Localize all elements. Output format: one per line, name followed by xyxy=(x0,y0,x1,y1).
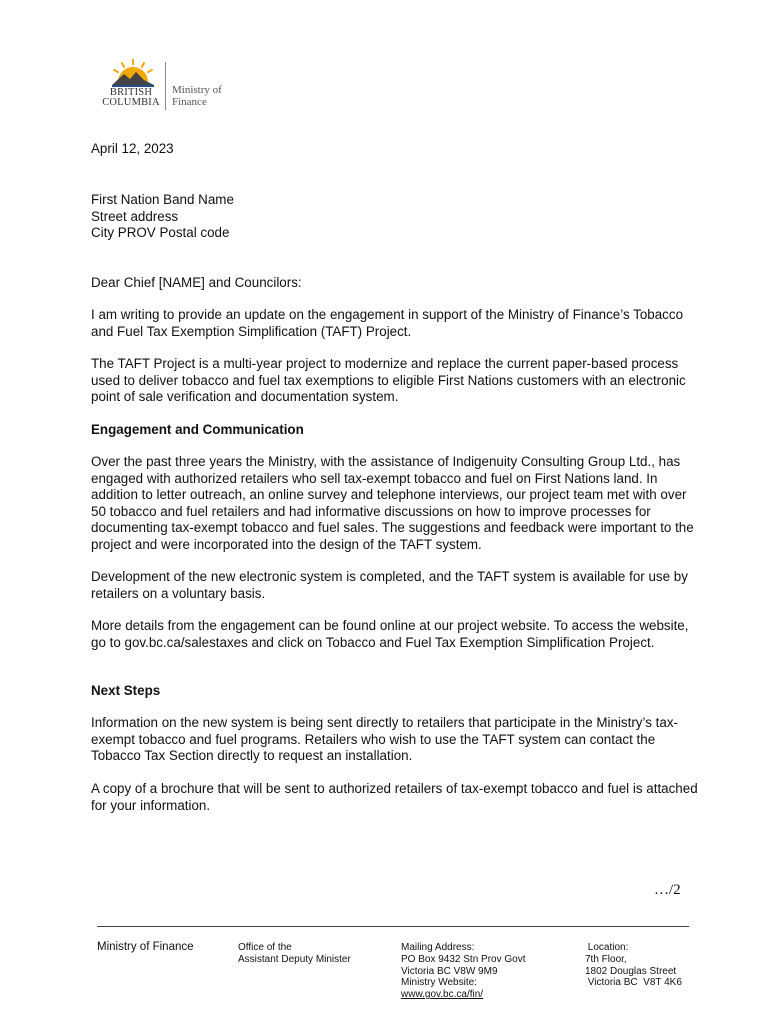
address-line3: City PROV Postal code xyxy=(91,225,230,240)
ministry-wordmark xyxy=(172,84,222,108)
letter-date: April 12, 2023 xyxy=(91,141,174,156)
footer-ministry: Ministry of Finance xyxy=(97,941,194,953)
footer-location-line3: Victoria BC V8T 4K6 xyxy=(585,977,682,989)
footer-mailing-label: Mailing Address: xyxy=(401,942,475,953)
footer-mailing-address xyxy=(401,942,526,1001)
footer-office xyxy=(238,942,351,966)
logo-divider xyxy=(165,62,166,110)
address-line2: Street address xyxy=(91,208,179,224)
bc-government-logo xyxy=(100,58,230,114)
bc-sun-mountain-icon xyxy=(108,58,158,88)
footer-location-line1: 7th Floor, xyxy=(585,953,627,965)
bc-wordmark xyxy=(100,88,162,108)
footer-mailing-line2: Victoria BC V8W 9M9 xyxy=(401,965,498,977)
footer-website-link[interactable]: www.gov.bc.ca/fin/ xyxy=(401,989,484,1001)
paragraph-development: Development of the new electronic system is completed, and the TAFT system is available for use by retailers on a voluntary basis. xyxy=(91,569,688,601)
paragraph-brochure: A copy of a brochure that will be sent to authorized retailers of tax-exempt tobacco and fuel is attached for your information. xyxy=(91,781,698,813)
ministry-line2: Finance xyxy=(172,96,207,108)
ministry-line1: Ministry of xyxy=(172,84,222,96)
salutation: Dear Chief [NAME] and Councilors: xyxy=(91,275,302,290)
bc-wordmark-line2: COLUMBIA xyxy=(102,97,160,108)
paragraph-intro: I am writing to provide an update on the engagement in support of the Ministry of Finance’s Tobacco and Fuel Tax Exemption Simplification (TAFT) Project. xyxy=(91,307,684,339)
address-line1: First Nation Band Name xyxy=(91,192,234,207)
footer-divider xyxy=(97,926,689,927)
footer-mailing-line1: PO Box 9432 Stn Prov Govt xyxy=(401,953,526,965)
paragraph-next-steps: Information on the new system is being sent directly to retailers that participate in the Ministry’s tax-exempt tobacco and fuel programs. Retailers who wish to use the TAFT system can contact the Tobacco Tax Section directly to request an installation. xyxy=(91,715,678,763)
section-heading-next-steps: Next Steps xyxy=(91,683,161,698)
footer-website-label: Ministry Website: xyxy=(401,977,477,989)
paragraph-more-details: More details from the engagement can be found online at our project website. To access the website, go to gov.bc.ca/salestaxes and click on Tobacco and Fuel Tax Exemption Simplification Project. xyxy=(91,618,689,650)
footer-location-label: Location: xyxy=(585,942,629,953)
footer-office-line1: Office of the xyxy=(238,942,292,953)
paragraph-project-description: The TAFT Project is a multi-year project to modernize and replace the current paper-based process used to deliver tobacco and fuel tax exemptions to eligible First Nations customers with an electronic point of sale verification and documentation system. xyxy=(91,356,686,404)
recipient-address xyxy=(91,192,234,242)
continued-page-marker: …/2 xyxy=(654,882,681,898)
footer-location-line2: 1802 Douglas Street xyxy=(585,965,677,977)
footer-office-line2: Assistant Deputy Minister xyxy=(238,953,351,965)
section-heading-engagement: Engagement and Communication xyxy=(91,422,304,437)
paragraph-engagement: Over the past three years the Ministry, with the assistance of Indigenuity Consulting Group Ltd., has engaged with authorized retailers who sell tax-exempt tobacco and fuel on First Nations land. In addition to letter outreach, an online survey and telephone interviews, our project team met with over 50 tobacco and fuel retailers and had informative discussions on how to improve processes for documenting tax-exempt tobacco and fuel sales. The suggestions and feedback were important to the project and were incorporated into the design of the TAFT system. xyxy=(91,454,694,552)
footer-location xyxy=(585,942,682,989)
bc-wordmark-line1: BRITISH xyxy=(109,87,153,98)
